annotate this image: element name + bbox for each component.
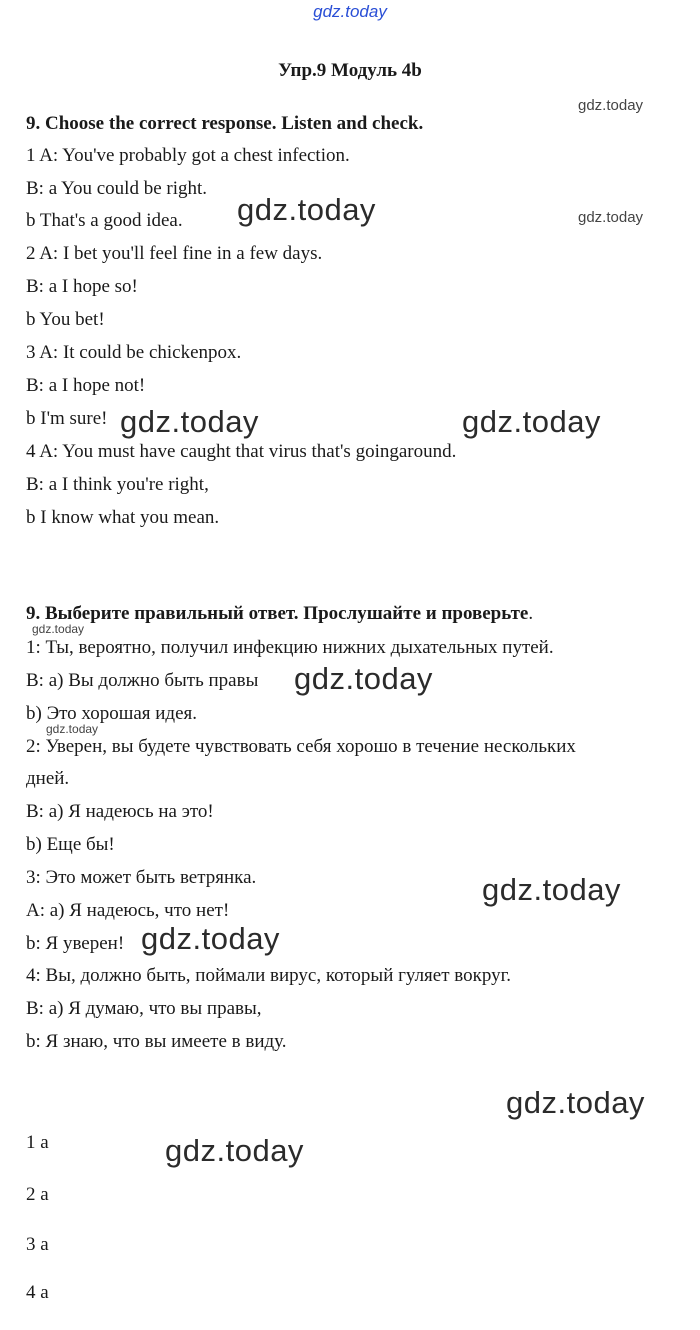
watermark: gdz.today: [294, 661, 433, 696]
watermark: gdz.today: [506, 1085, 645, 1120]
russian-heading-text: 9. Выберите правильный ответ. Прослушайте и проверьте: [26, 603, 529, 624]
answer-item: 3 a: [26, 1234, 49, 1255]
russian-line: b) Это хорошая идея.: [26, 703, 198, 724]
english-line: 4 A: You must have caught that virus that's goingaround.: [26, 441, 457, 462]
russian-heading-period: .: [528, 603, 534, 624]
english-line: B: a I hope so!: [26, 276, 138, 297]
english-heading: 9. Choose the correct response. Listen and check.: [26, 113, 424, 134]
watermark: gdz.today: [578, 209, 644, 226]
english-line: B: a I hope not!: [26, 375, 146, 396]
english-line: b You bet!: [26, 309, 105, 330]
watermark: gdz.today: [165, 1133, 304, 1168]
answer-item: 2 a: [26, 1184, 49, 1205]
russian-line: дней.: [26, 768, 70, 789]
russian-line: b: Я уверен!: [26, 933, 125, 954]
watermark: gdz.today: [32, 622, 85, 636]
russian-line: A: а) Я надеюсь, что нет!: [26, 900, 230, 921]
russian-line: b: Я знаю, что вы имеете в виду.: [26, 1031, 287, 1052]
english-line: b I know what you mean.: [26, 507, 220, 528]
site-watermark-top: gdz.today: [313, 2, 387, 21]
watermark: gdz.today: [462, 404, 601, 439]
russian-line: B: а) Вы должно быть правы: [26, 670, 259, 691]
english-line: 1 A: You've probably got a chest infection.: [26, 145, 350, 166]
russian-line: 1: Ты, вероятно, получил инфекцию нижних дыхательных путей.: [26, 637, 554, 658]
watermark: gdz.today: [482, 872, 621, 907]
russian-line: B: а) Я думаю, что вы правы,: [26, 998, 262, 1019]
english-line: b I'm sure!: [26, 408, 108, 429]
russian-line: b) Еще бы!: [26, 834, 115, 855]
answer-item: 1 a: [26, 1132, 49, 1153]
answer-item: 4 a: [26, 1282, 49, 1303]
watermark: gdz.today: [120, 404, 259, 439]
russian-line: 2: Уверен, вы будете чувствовать себя хорошо в течение нескольких: [26, 736, 576, 757]
russian-line: 4: Вы, должно быть, поймали вирус, который гуляет вокруг.: [26, 965, 512, 986]
english-line: 3 A: It could be chickenpox.: [26, 342, 242, 363]
russian-line: 3: Это может быть ветрянка.: [26, 867, 257, 888]
watermark: gdz.today: [237, 192, 376, 227]
english-line: B: a You could be right.: [26, 178, 208, 199]
watermark: gdz.today: [578, 97, 644, 114]
watermark: gdz.today: [141, 921, 280, 956]
page-title: Упр.9 Модуль 4b: [278, 60, 422, 81]
english-line: B: a I think you're right,: [26, 474, 209, 495]
watermark: gdz.today: [46, 722, 99, 736]
russian-heading: [26, 603, 533, 625]
english-line: 2 A: I bet you'll feel fine in a few days.: [26, 243, 323, 264]
english-line: b That's a good idea.: [26, 210, 183, 231]
russian-line: B: а) Я надеюсь на это!: [26, 801, 214, 822]
